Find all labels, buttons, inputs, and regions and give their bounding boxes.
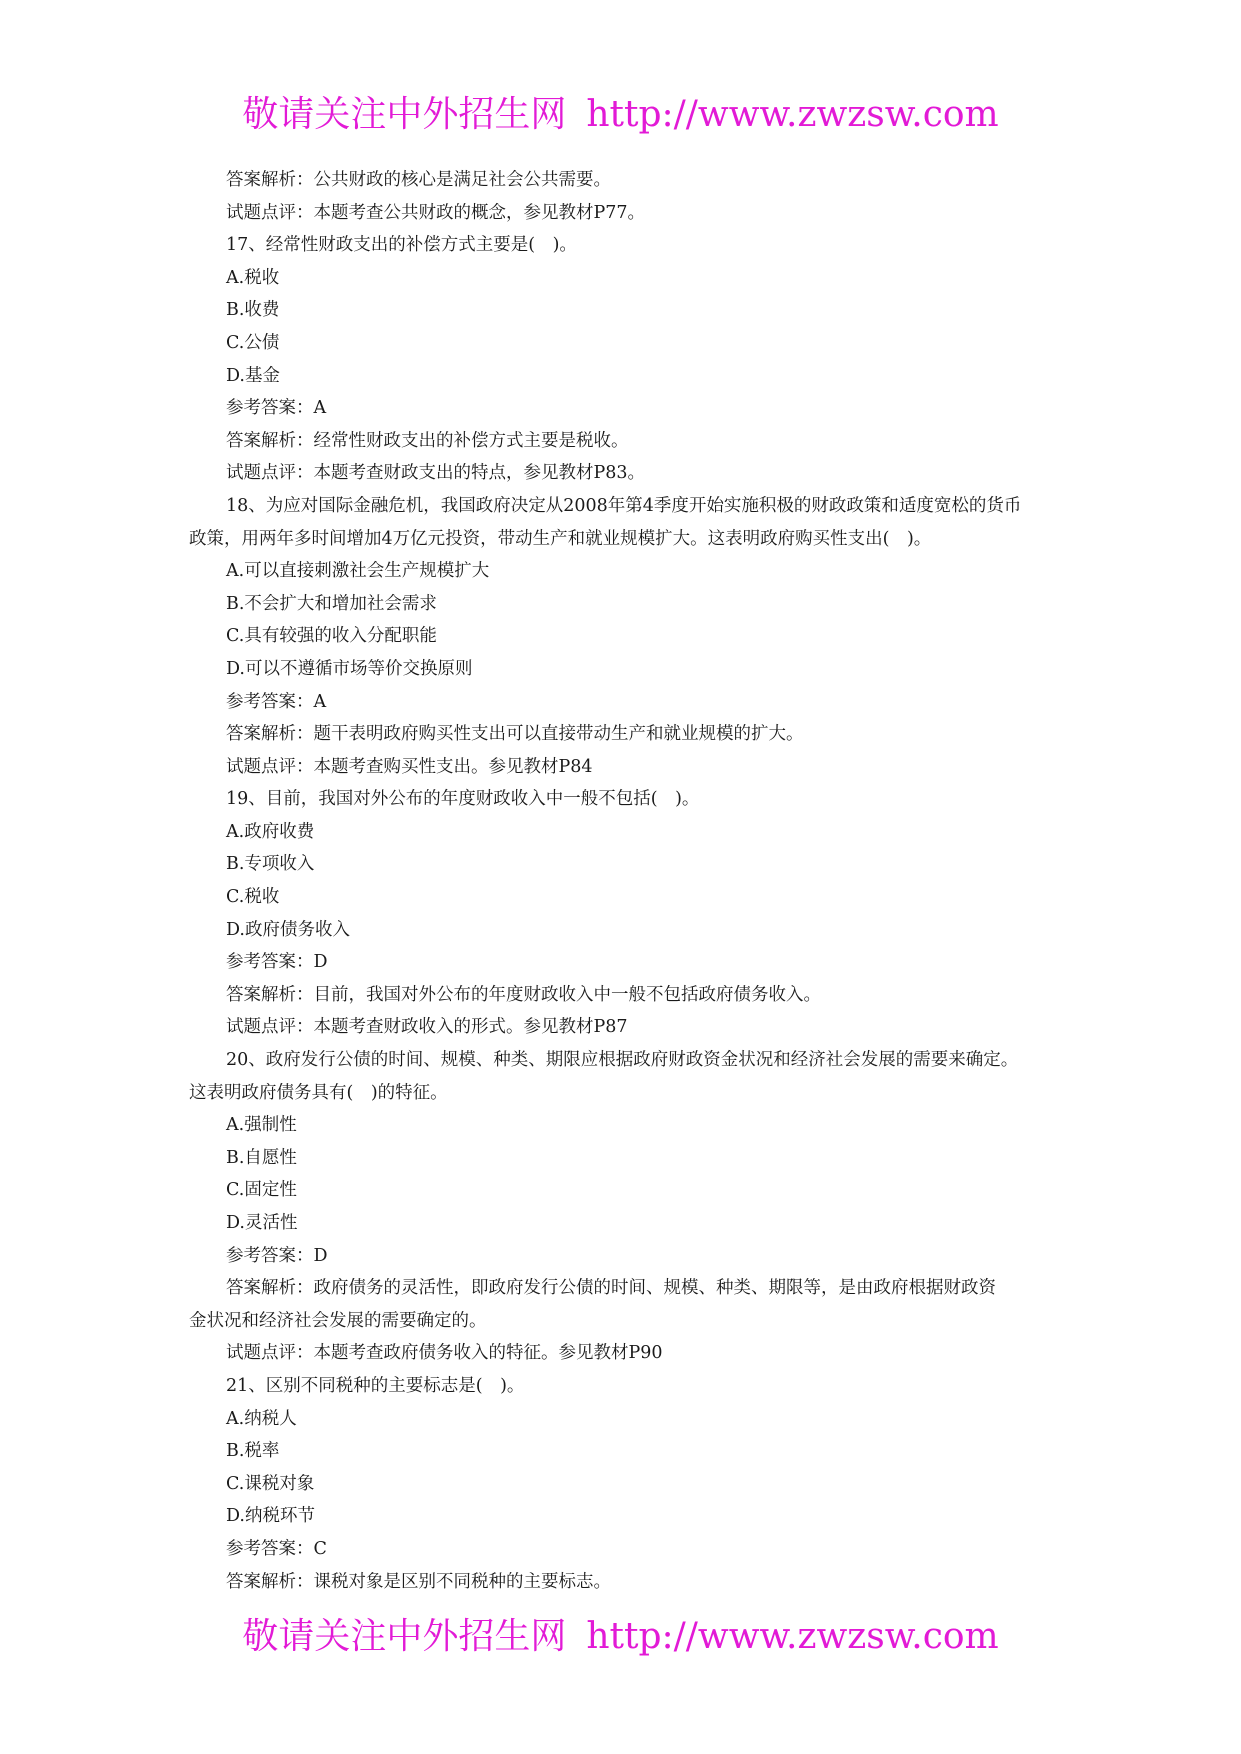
text-line: 答案解析：政府债务的灵活性，即政府发行公债的时间、规模、种类、期限等，是由政府根据财政资 xyxy=(226,1278,996,1299)
text-line: 试题点评：本题考查财政收入的形式。参见教材P87 xyxy=(226,1017,628,1038)
text-line: 参考答案：D xyxy=(226,952,328,973)
text-line: 答案解析：目前，我国对外公布的年度财政收入中一般不包括政府债务收入。 xyxy=(226,984,821,1005)
text-line: 参考答案：A xyxy=(226,398,327,419)
text-line: 20、政府发行公债的时间、规模、种类、期限应根据政府财政资金状况和经济社会发展的需要来确定。 xyxy=(226,1050,1019,1071)
document-body xyxy=(189,164,1055,1598)
text-line: A.政府收费 xyxy=(226,821,315,842)
text-line: D.基金 xyxy=(226,365,280,386)
text-line: 18、为应对国际金融危机，我国政府决定从2008年第4季度开始实施积极的财政政策和适度宽松的货币 xyxy=(226,495,1022,516)
text-line: 金状况和经济社会发展的需要确定的。 xyxy=(189,1310,487,1331)
text-line: 参考答案：D xyxy=(226,1245,328,1266)
text-line: 答案解析：题干表明政府购买性支出可以直接带动生产和就业规模的扩大。 xyxy=(226,724,804,745)
text-line: 政策，用两年多时间增加4万亿元投资，带动生产和就业规模扩大。这表明政府购买性支出( )。 xyxy=(189,528,932,549)
header-banner xyxy=(0,92,1241,138)
text-line: B.收费 xyxy=(226,300,280,321)
text-line: 试题点评：本题考查购买性支出。参见教材P84 xyxy=(226,756,593,777)
text-line: 答案解析：公共财政的核心是满足社会公共需要。 xyxy=(226,170,611,190)
banner-text: 敬请关注中外招生网 xyxy=(242,94,567,135)
text-line: 参考答案：C xyxy=(226,1538,327,1559)
text-line: A.强制性 xyxy=(226,1115,297,1136)
text-line: B.税率 xyxy=(226,1441,280,1462)
text-line: 试题点评：本题考查政府债务收入的特征。参见教材P90 xyxy=(226,1343,663,1364)
text-line: 21、区别不同税种的主要标志是( )。 xyxy=(226,1375,525,1396)
text-line: D.纳税环节 xyxy=(226,1506,315,1527)
text-line: 参考答案：A xyxy=(226,691,327,712)
text-line: B.自愿性 xyxy=(226,1147,297,1168)
banner-url[interactable]: http://www.zwzsw.com xyxy=(586,1616,999,1657)
text-line: 19、目前，我国对外公布的年度财政收入中一般不包括( )。 xyxy=(226,789,700,810)
text-line: D.可以不遵循市场等价交换原则 xyxy=(226,658,473,679)
text-line: C.税收 xyxy=(226,887,280,908)
text-line: 答案解析：课税对象是区别不同税种的主要标志。 xyxy=(226,1571,611,1592)
banner-url[interactable]: http://www.zwzsw.com xyxy=(586,94,999,135)
text-line: 这表明政府债务具有( )的特征。 xyxy=(189,1082,448,1103)
text-line: 答案解析：经常性财政支出的补偿方式主要是税收。 xyxy=(226,430,629,451)
banner-text: 敬请关注中外招生网 xyxy=(242,1616,567,1657)
text-line: A.可以直接刺激社会生产规模扩大 xyxy=(226,561,490,582)
text-line: C.课税对象 xyxy=(226,1473,315,1494)
footer-banner xyxy=(0,1614,1241,1660)
text-line: C.固定性 xyxy=(226,1180,297,1201)
text-line: 试题点评：本题考查财政支出的特点，参见教材P83。 xyxy=(226,463,646,484)
text-line: B.专项收入 xyxy=(226,854,315,875)
text-line: C.公债 xyxy=(226,332,280,353)
text-line: A.税收 xyxy=(226,267,280,288)
text-line: 17、经常性财政支出的补偿方式主要是( )。 xyxy=(226,235,577,256)
text-line: D.政府债务收入 xyxy=(226,919,350,940)
text-line: C.具有较强的收入分配职能 xyxy=(226,626,437,647)
text-line: 试题点评：本题考查公共财政的概念，参见教材P77。 xyxy=(226,202,646,223)
text-line: A.纳税人 xyxy=(226,1408,297,1429)
text-line: D.灵活性 xyxy=(226,1213,298,1233)
text-line: B.不会扩大和增加社会需求 xyxy=(226,593,437,614)
